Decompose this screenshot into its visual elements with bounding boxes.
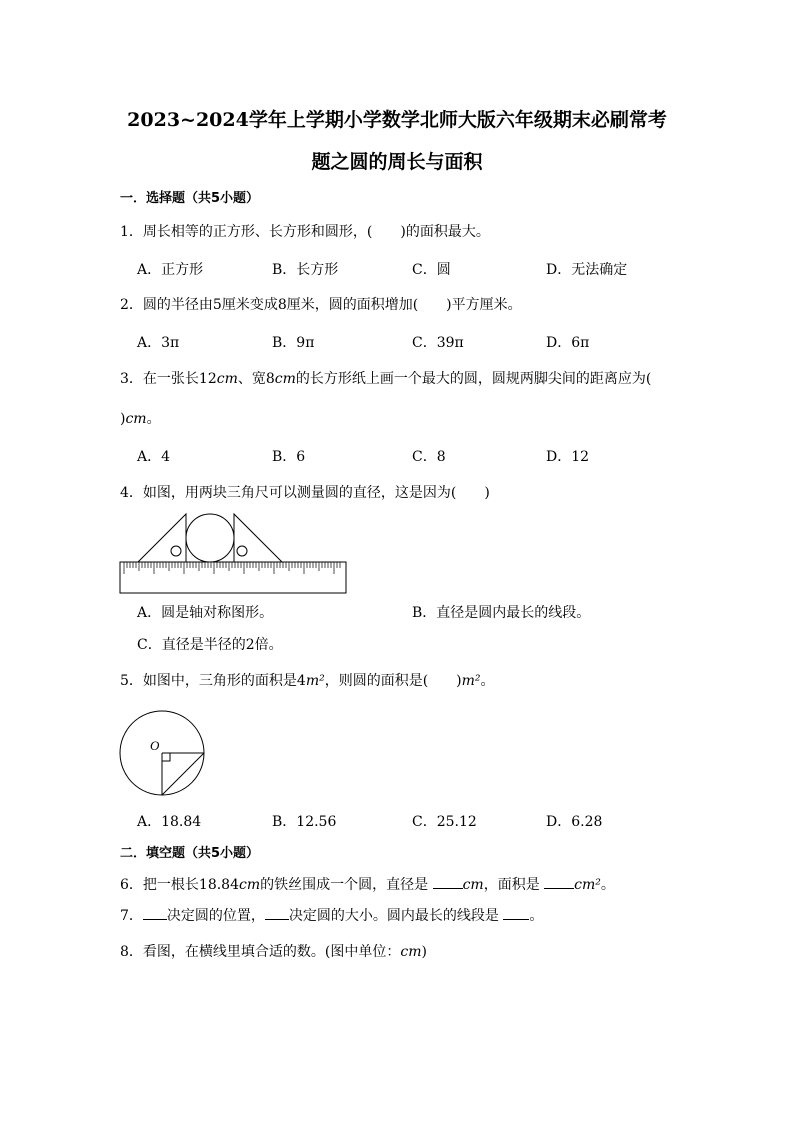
title-line-1: 2023~2024学年上学期小学数学北师大版六年级期末必刷常考 xyxy=(127,109,667,131)
circle-triangle-figure xyxy=(118,708,213,803)
q2-option-c: C．39π xyxy=(412,335,464,351)
question-7-stem: 7． 决定圆的位置， 决定圆的大小。圆内最长的线段是 。 xyxy=(120,908,544,924)
q7-blank-3[interactable] xyxy=(503,907,529,920)
q2-option-a: A．3π xyxy=(137,335,180,351)
q3-option-d: D．12 xyxy=(546,449,590,465)
q1-option-b: B．长方形 xyxy=(272,262,339,278)
q6-blank-area[interactable] xyxy=(544,876,574,889)
q7-blank-2[interactable] xyxy=(265,907,289,920)
section-heading-fill: 二．填空题（共5小题） xyxy=(120,846,260,861)
q6-blank-diameter[interactable] xyxy=(433,876,463,889)
q3-option-a: A．4 xyxy=(137,449,171,465)
q3-option-c: C．8 xyxy=(412,449,446,465)
q7-blank-1[interactable] xyxy=(143,907,167,920)
q1-option-a: A．正方形 xyxy=(137,262,204,278)
center-label-o: O xyxy=(150,738,160,753)
section-heading-choice: 一．选择题（共5小题） xyxy=(120,191,260,206)
q5-option-d: D．6.28 xyxy=(546,814,603,830)
ruler-triangles-figure xyxy=(118,508,350,596)
title-line-2: 题之圆的周长与面积 xyxy=(311,151,483,173)
question-2-stem: 2．圆的半径由5厘米变成8厘米，圆的面积增加( )平方厘米。 xyxy=(120,297,522,313)
question-3-stem: 3．在一张长12cm、宽8cm的长方形纸上画一个最大的圆，圆规两脚尖间的距离应为( xyxy=(120,371,652,387)
q5-option-c: C．25.12 xyxy=(412,814,477,830)
question-8-stem: 8．看图，在横线里填合适的数。(图中单位：cm) xyxy=(120,944,427,960)
q1-option-c: C．圆 xyxy=(412,262,451,278)
question-3-stem-line2: )cm。 xyxy=(120,411,161,427)
question-4-stem: 4．如图，用两块三角尺可以测量圆的直径，这是因为( ) xyxy=(120,485,490,501)
question-6-stem: 6．把一根长18.84cm的铁丝围成一个圆，直径是 cm，面积是 cm²。 xyxy=(120,877,615,893)
q5-option-b: B．12.56 xyxy=(272,814,337,830)
q2-option-b: B．9π xyxy=(272,335,315,351)
question-5-stem: 5．如图中，三角形的面积是4m²，则圆的面积是( )m²。 xyxy=(120,673,495,689)
q1-option-d: D．无法确定 xyxy=(546,262,628,278)
q4-option-a: A．圆是轴对称图形。 xyxy=(137,605,274,621)
question-1-stem: 1．周长相等的正方形、长方形和圆形，( )的面积最大。 xyxy=(120,224,490,240)
q3-option-b: B．6 xyxy=(272,449,306,465)
q4-option-c: C．直径是半径的2倍。 xyxy=(137,637,283,653)
q2-option-d: D．6π xyxy=(546,335,590,351)
q4-option-b: B．直径是圆内最长的线段。 xyxy=(412,605,591,621)
q5-option-a: A．18.84 xyxy=(137,814,202,830)
